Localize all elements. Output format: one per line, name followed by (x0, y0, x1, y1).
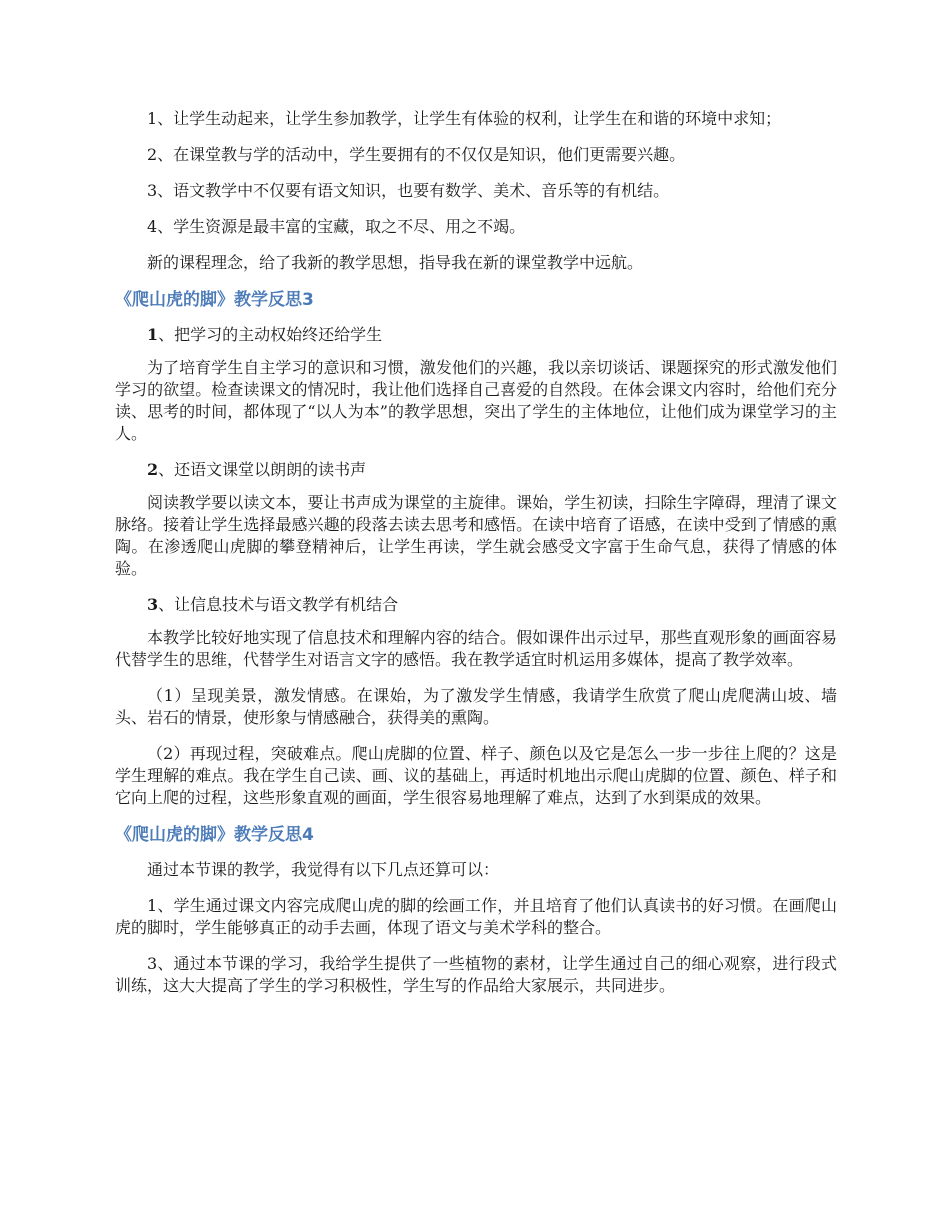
intro-paragraph-3: 3、语文教学中不仅要有语文知识，也要有数学、美术、音乐等的有机结。 (147, 181, 670, 200)
section-4-title: 《爬山虎的脚》教学反思4 (115, 825, 314, 845)
section-4-paragraph-2: 1、学生通过课文内容完成爬山虎的脚的绘画工作，并且培育了他们认真读书的好习惯。在画爬山虎的脚时，学生能够真正的动手去画，体现了语文与美术学科的整合。 (115, 896, 837, 937)
document-page (115, 108, 837, 1011)
section-3-point-2-number: 2 (147, 460, 159, 479)
section-3-point-3 (115, 594, 837, 616)
section-4-paragraph-1: 通过本节课的教学，我觉得有以下几点还算可以： (147, 860, 500, 879)
section-3-point-3-number: 3 (147, 595, 159, 614)
intro-paragraph-5: 新的课程理念，给了我新的教学思想，指导我在新的课堂教学中远航。 (147, 253, 644, 272)
intro-paragraph-4: 4、学生资源是最丰富的宝藏，取之不尽、用之不竭。 (147, 217, 526, 236)
section-4-paragraph-3: 3、通过本节课的学习，我给学生提供了一些植物的素材，让学生通过自己的细心观察，进行段式训练，这大大提高了学生的学习积极性，学生写的作品给大家展示，共同进步。 (115, 954, 837, 995)
section-3-paragraph-3: 本教学比较好地实现了信息技术和理解内容的结合。假如课件出示过早，那些直观形象的画面容易代替学生的思维，代替学生对语言文字的感悟。我在教学适宜时机运用多媒体，提高了教学效率。 (115, 628, 837, 669)
intro-paragraph-1: 1、让学生动起来，让学生参加教学，让学生有体验的权利，让学生在和谐的环境中求知； (147, 109, 782, 128)
section-3-point-1 (115, 324, 837, 346)
section-3-paragraph-4: （1）呈现美景，激发情感。在课始，为了激发学生情感，我请学生欣赏了爬山虎爬满山坡、墙头、岩石的情景，使形象与情感融合，获得美的熏陶。 (115, 686, 837, 727)
section-3-point-3-text: 、让信息技术与语文教学有机结合 (158, 595, 399, 614)
section-3-point-1-text: 、把学习的主动权始终还给学生 (158, 325, 383, 344)
section-3-title: 《爬山虎的脚》教学反思3 (115, 290, 314, 310)
section-3-point-1-number: 1 (147, 325, 159, 344)
section-3-paragraph-1: 为了培育学生自主学习的意识和习惯，激发他们的兴趣，我以亲切谈话、课题探究的形式激发他们学习的欲望。检查读课文的情况时，我让他们选择自己喜爱的自然段。在体会课文内容时，给他们充分读、思考的时间，都体现了“以人为本”的教学思想，突出了学生的主体地位，让他们成为课堂学习的主人。 (115, 358, 837, 443)
section-3-point-2 (115, 459, 837, 481)
intro-paragraph-2: 2、在课堂教与学的活动中，学生要拥有的不仅仅是知识，他们更需要兴趣。 (147, 145, 686, 164)
section-3-paragraph-5: （2）再现过程，突破难点。爬山虎脚的位置、样子、颜色以及它是怎么一步一步往上爬的？这是学生理解的难点。我在学生自己读、画、议的基础上，再适时机地出示爬山虎脚的位置、颜色、样子和它向上爬的过程，这些形象直观的画面，学生很容易地理解了难点，达到了水到渠成的效果。 (115, 744, 837, 807)
section-3-point-2-text: 、还语文课堂以朗朗的读书声 (158, 460, 367, 479)
section-3-paragraph-2: 阅读教学要以读文本，要让书声成为课堂的主旋律。课始，学生初读，扫除生字障碍，理清了课文脉络。接着让学生选择最感兴趣的段落去读去思考和感悟。在读中培育了语感，在读中受到了情感的熏陶。在渗透爬山虎脚的攀登精神后，让学生再读，学生就会感受文字富于生命气息，获得了情感的体验。 (115, 493, 837, 578)
